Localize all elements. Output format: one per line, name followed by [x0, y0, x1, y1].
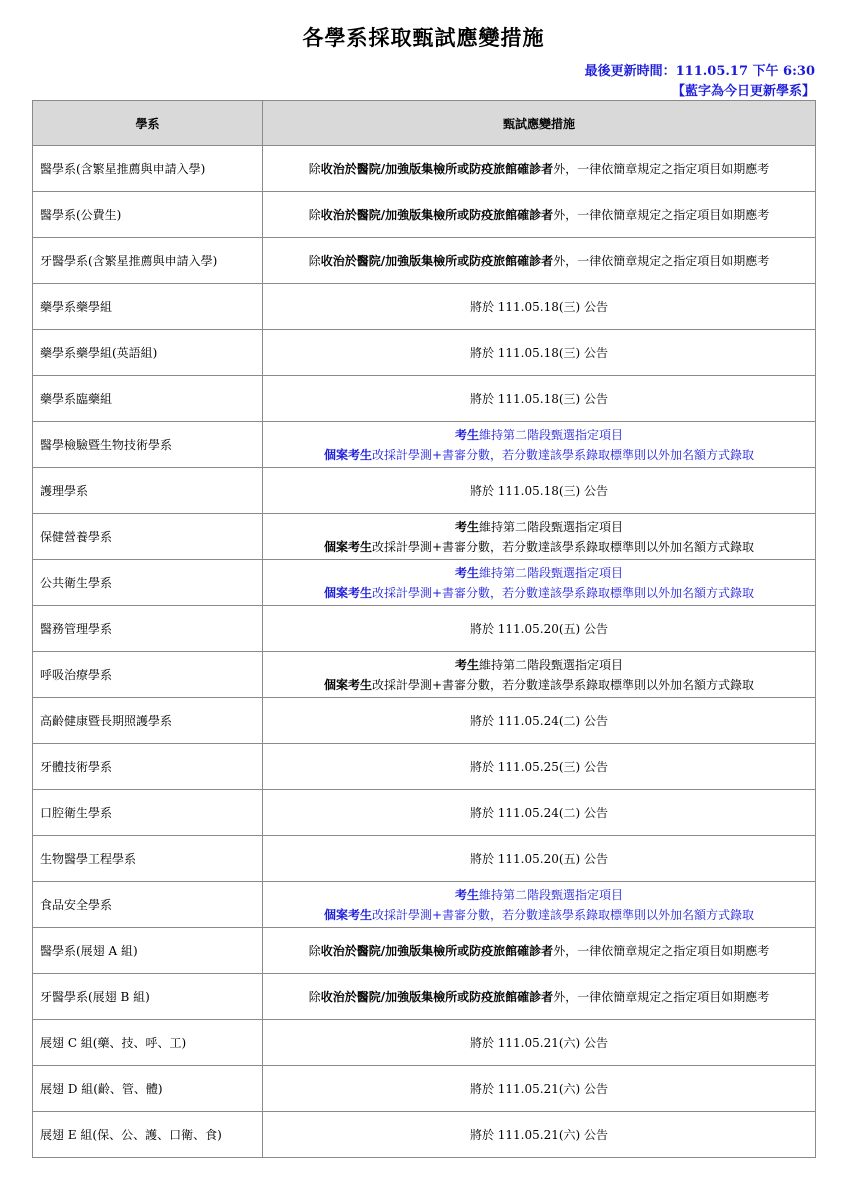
measure-cell: [263, 1066, 816, 1112]
measure-cell: [263, 882, 816, 928]
announcement-text: 將於 111.05.25(三) 公告: [469, 759, 609, 774]
measure-suffix: 外，一律依簡章規定之指定項目如期應考: [553, 943, 770, 958]
table-row: [33, 146, 816, 192]
measure-line-1: [263, 517, 815, 537]
measure-cell: [263, 514, 816, 560]
measure-cell: [263, 1112, 816, 1158]
department-cell: 牙醫學系(含繁星推薦與申請入學): [33, 238, 263, 284]
department-cell: 醫學檢驗暨生物技術學系: [33, 422, 263, 468]
measure-subject-bold: 考生: [454, 887, 479, 902]
department-cell: 保健營養學系: [33, 514, 263, 560]
table-row: [33, 1112, 816, 1158]
table-row: [33, 744, 816, 790]
table-row: [33, 1020, 816, 1066]
table-row: [33, 422, 816, 468]
measure-text: 改採計學測+書審分數，若分數達該學系錄取標準則以外加名額方式錄取: [371, 447, 755, 462]
measure-line-2: [263, 583, 815, 603]
measure-cell: [263, 974, 816, 1020]
table-row: [33, 606, 816, 652]
measure-subject-bold: 考生: [454, 519, 479, 534]
department-cell: 展翅 E 組(保、公、護、口衛、食): [33, 1112, 263, 1158]
table-row: [33, 928, 816, 974]
table-row: [33, 698, 816, 744]
measure-text: 改採計學測+書審分數，若分數達該學系錄取標準則以外加名額方式錄取: [371, 677, 755, 692]
table-row: [33, 284, 816, 330]
measure-line-1: [263, 885, 815, 905]
measure-cell: [263, 468, 816, 514]
department-cell: 呼吸治療學系: [33, 652, 263, 698]
table-row: [33, 238, 816, 284]
measure-text: 改採計學測+書審分數，若分數達該學系錄取標準則以外加名額方式錄取: [371, 539, 755, 554]
measure-subject-bold: 考生: [454, 427, 479, 442]
department-cell: 藥學系臨藥組: [33, 376, 263, 422]
measure-cell: [263, 606, 816, 652]
measure-text: 維持第二階段甄選指定項目: [479, 565, 624, 580]
measure-cell: [263, 560, 816, 606]
table-row: [33, 652, 816, 698]
measure-prefix: 除: [308, 253, 321, 268]
measure-subject-bold: 考生: [454, 657, 479, 672]
department-cell: 公共衛生學系: [33, 560, 263, 606]
measure-line-2: [263, 537, 815, 557]
announcement-text: 將於 111.05.20(五) 公告: [469, 621, 609, 636]
measure-prefix: 除: [308, 207, 321, 222]
measure-bold-condition: 收治於醫院/加強版集檢所或防疫旅館確診者: [320, 943, 554, 958]
measure-bold-condition: 收治於醫院/加強版集檢所或防疫旅館確診者: [320, 253, 554, 268]
measure-suffix: 外，一律依簡章規定之指定項目如期應考: [553, 207, 770, 222]
measure-cell: [263, 1020, 816, 1066]
department-cell: 展翅 C 組(藥、技、呼、工): [33, 1020, 263, 1066]
announcement-text: 將於 111.05.21(六) 公告: [469, 1081, 609, 1096]
department-cell: 藥學系藥學組(英語組): [33, 330, 263, 376]
measure-cell: [263, 192, 816, 238]
announcement-text: 將於 111.05.18(三) 公告: [469, 299, 609, 314]
department-cell: 展翅 D 組(齡、管、體): [33, 1066, 263, 1112]
measure-line-1: [263, 425, 815, 445]
measure-suffix: 外，一律依簡章規定之指定項目如期應考: [553, 161, 770, 176]
department-cell: 醫務管理學系: [33, 606, 263, 652]
table-row: [33, 514, 816, 560]
table-row: [33, 330, 816, 376]
header-measures: 甄試應變措施: [263, 101, 816, 146]
table-row: [33, 560, 816, 606]
table-row: [33, 790, 816, 836]
measure-subject-bold: 考生: [454, 565, 479, 580]
department-cell: 藥學系藥學組: [33, 284, 263, 330]
measure-cell: [263, 928, 816, 974]
measure-text: 維持第二階段甄選指定項目: [479, 887, 624, 902]
measure-text: 維持第二階段甄選指定項目: [479, 427, 624, 442]
color-legend-note: 【藍字為今日更新學系】: [671, 84, 815, 99]
announcement-text: 將於 111.05.24(二) 公告: [469, 805, 609, 820]
page-title: 各學系採取甄試應變措施: [302, 25, 545, 50]
table-row: [33, 974, 816, 1020]
measure-cell: [263, 238, 816, 284]
measure-subject-bold: 個案考生: [323, 677, 372, 692]
announcement-text: 將於 111.05.18(三) 公告: [469, 391, 609, 406]
measure-cell: [263, 330, 816, 376]
measure-cell: [263, 376, 816, 422]
table-row: [33, 836, 816, 882]
measure-text: 改採計學測+書審分數，若分數達該學系錄取標準則以外加名額方式錄取: [371, 585, 755, 600]
measure-prefix: 除: [308, 943, 321, 958]
announcement-text: 將於 111.05.21(六) 公告: [469, 1127, 609, 1142]
measures-table: [32, 100, 816, 1158]
last-updated: 最後更新時間：111.05.17 下午 6:30: [584, 64, 815, 79]
measure-bold-condition: 收治於醫院/加強版集檢所或防疫旅館確診者: [320, 207, 554, 222]
measure-suffix: 外，一律依簡章規定之指定項目如期應考: [553, 253, 770, 268]
department-cell: 醫學系(含繁星推薦與申請入學): [33, 146, 263, 192]
announcement-text: 將於 111.05.24(二) 公告: [469, 713, 609, 728]
measure-line-2: [263, 905, 815, 925]
measure-subject-bold: 個案考生: [323, 539, 372, 554]
measure-cell: [263, 698, 816, 744]
measure-text: 改採計學測+書審分數，若分數達該學系錄取標準則以外加名額方式錄取: [371, 907, 755, 922]
announcement-text: 將於 111.05.18(三) 公告: [469, 483, 609, 498]
measure-cell: [263, 422, 816, 468]
measure-line-2: [263, 675, 815, 695]
measure-line-1: [263, 563, 815, 583]
department-cell: 食品安全學系: [33, 882, 263, 928]
table-header: [33, 101, 816, 146]
header-department: 學系: [33, 101, 263, 146]
measure-cell: [263, 146, 816, 192]
department-cell: 口腔衛生學系: [33, 790, 263, 836]
announcement-text: 將於 111.05.18(三) 公告: [469, 345, 609, 360]
table-row: [33, 192, 816, 238]
announcement-text: 將於 111.05.20(五) 公告: [469, 851, 609, 866]
measure-subject-bold: 個案考生: [323, 907, 372, 922]
measure-line-1: [263, 655, 815, 675]
department-cell: 高齡健康暨長期照護學系: [33, 698, 263, 744]
department-cell: 護理學系: [33, 468, 263, 514]
department-cell: 醫學系(展翅 A 組): [33, 928, 263, 974]
measure-subject-bold: 個案考生: [323, 585, 372, 600]
department-cell: 生物醫學工程學系: [33, 836, 263, 882]
table-row: [33, 468, 816, 514]
table-row: [33, 376, 816, 422]
measure-text: 維持第二階段甄選指定項目: [479, 657, 624, 672]
measure-text: 維持第二階段甄選指定項目: [479, 519, 624, 534]
measure-cell: [263, 284, 816, 330]
measure-bold-condition: 收治於醫院/加強版集檢所或防疫旅館確診者: [320, 161, 554, 176]
department-cell: 醫學系(公費生): [33, 192, 263, 238]
measure-cell: [263, 836, 816, 882]
table-body: [33, 146, 816, 1158]
measure-prefix: 除: [308, 989, 321, 1004]
header-row: [33, 101, 816, 146]
measure-bold-condition: 收治於醫院/加強版集檢所或防疫旅館確診者: [320, 989, 554, 1004]
table-row: [33, 1066, 816, 1112]
department-cell: 牙體技術學系: [33, 744, 263, 790]
measure-cell: [263, 790, 816, 836]
measure-subject-bold: 個案考生: [323, 447, 372, 462]
measure-cell: [263, 744, 816, 790]
measure-cell: [263, 652, 816, 698]
department-cell: 牙醫學系(展翅 B 組): [33, 974, 263, 1020]
table-row: [33, 882, 816, 928]
measure-line-2: [263, 445, 815, 465]
measure-prefix: 除: [308, 161, 321, 176]
measure-suffix: 外，一律依簡章規定之指定項目如期應考: [553, 989, 770, 1004]
announcement-text: 將於 111.05.21(六) 公告: [469, 1035, 609, 1050]
